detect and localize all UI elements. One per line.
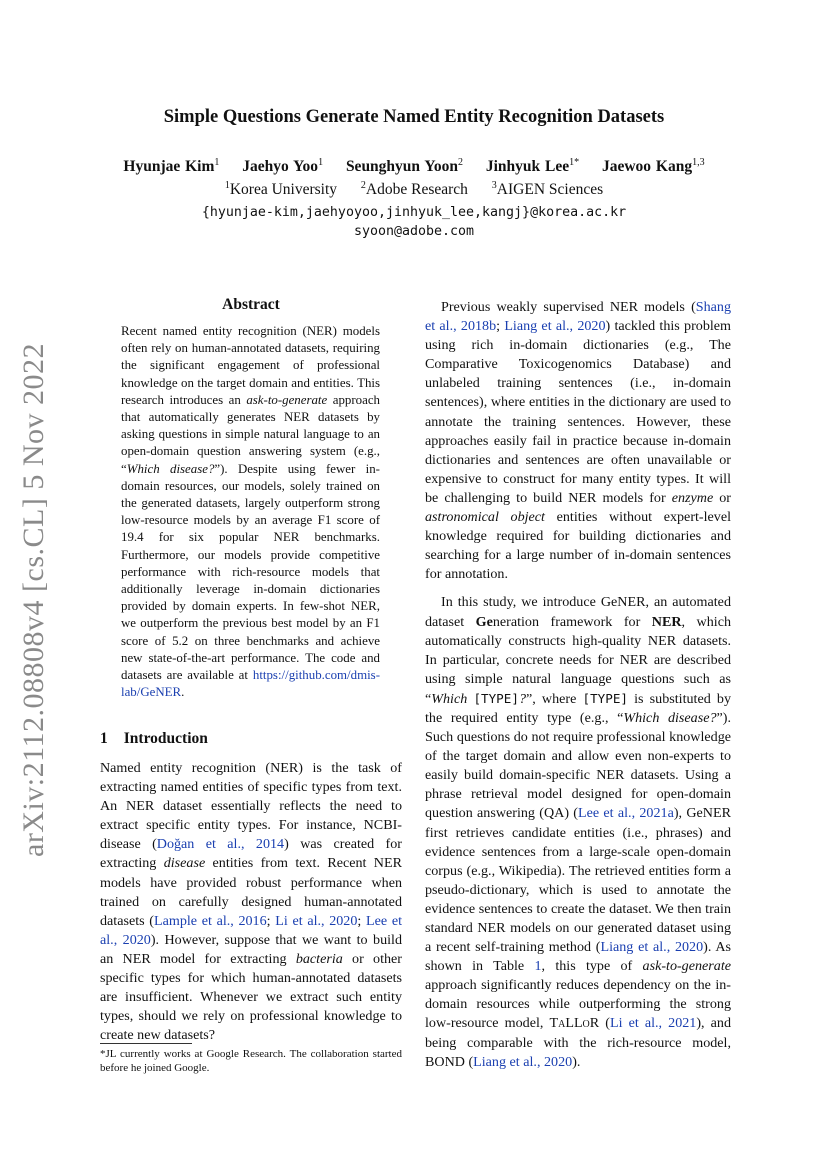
author-affiliation-mark: 1* [569,157,580,168]
affiliation-list [0,180,828,199]
citation-link[interactable]: Lample et al., 2016 [154,912,267,929]
model-name-smallcaps: TaLLoR [549,1015,600,1032]
author [242,158,323,175]
abstract-body [121,323,380,701]
body-text: ; [266,912,276,929]
type-placeholder-code: [TYPE] [473,690,519,706]
abstract-text: Recent named entity recognition (NER) models often rely on human-annotated datasets, requiring the significant engagement of professional knowledge on the target domain and entities. This research introduces an [121,324,380,407]
body-text: ). However, suppose that we want to build an NER model for extracting [100,931,402,967]
abstract-text: approach that automatically generates NER datasets by asking questions in simple natural language to an open-domain question answering system (e.g., “ [121,392,381,476]
affiliation-name: Korea University [229,181,338,199]
author [123,158,219,175]
abstract-emphasis: ask-to-generate [246,392,328,407]
body-emphasis: Which disease? [623,709,717,726]
body-text: is substituted by the required entity type (e.g., “ [425,690,731,726]
table-reference-link[interactable]: 1 [534,958,542,975]
body-text: ”). Such questions do not require professional knowledge of the target domain and allow even non-experts to easily build domain-specific NER datasets. Using a phrase retrieval model designed for open-domain question answering (QA) ( [425,709,731,822]
citation-link[interactable]: Lee et al., 2021a [578,805,674,822]
arxiv-stamp-text: arXiv:2112.08808v4 [cs.CL] 5 Nov 2022 [17,343,50,857]
paper-title: Simple Questions Generate Named Entity Recognition Datasets [163,107,665,127]
abstract-heading: Abstract [222,296,280,313]
author-name: Hyunjae Kim [123,158,215,176]
author-affiliation-mark: 1,3 [692,157,705,168]
abstract-emphasis: Which disease? [126,461,215,476]
section-heading-introduction [100,730,208,748]
body-bold: Ge [475,613,493,630]
email-block [0,203,828,241]
affiliation [361,181,468,198]
body-bold: NER [651,613,682,630]
author [602,158,705,175]
affiliation-mark: 3 [491,180,497,191]
body-text: entities without expert-level knowledge required for building dictionaries and searching for a large number of in-domain sentences for annotation. [425,509,732,583]
body-emphasis: ? [518,690,526,707]
citation-link[interactable]: Doğan et al., 2014 [156,836,285,853]
body-text: approach significantly reduces dependency on the in-domain resources while outperforming the strong low-resource model, [425,977,731,1032]
body-text: ). As shown in Table [425,939,731,975]
author-affiliation-mark: 1 [318,157,324,168]
body-text: entities from text. Recent NER models have provided robust performance when trained on carefully designed human-annotated datasets ( [100,855,402,929]
author [346,158,463,175]
body-text: ) was created for extracting [100,836,402,872]
body-text: ; [496,318,505,335]
body-text: ; [357,912,367,929]
body-text: or other specific types for which human-annotated datasets are insufficient. Whenever we extract such entity types, should we rely on professional knowledge to create new datasets? [100,950,402,1044]
affiliation [225,181,337,198]
body-text: ), GeNER first retrieves candidate entities (i.e., phrases) and evidence sentences from a large-scale open-domain corpus (e.g., Wikipedia). The retrieved entities form a pseudo-dictionary, which is used to annotate the evidence sentences to create the dataset. We then train standard NER models on our generated dataset using a recent self-training method ( [425,805,731,956]
arxiv-identifier-stamp [14,343,54,857]
footnote-divider [100,1043,192,1044]
affiliation-name: AIGEN Sciences [496,181,604,199]
author-name: Jinhyuk Lee [485,158,570,176]
intro-paragraph [100,759,402,1045]
affiliation [492,181,603,198]
body-emphasis: disease [163,855,206,872]
author-name: Jaehyo Yoo [242,158,319,176]
body-emphasis: enzyme [671,489,714,506]
right-column [425,298,731,1081]
author-name: Seunghyun Yoon [345,158,458,176]
body-text: ) tackled this problem using rich in-domain dictionaries (e.g., The Comparative Toxicogenomics Database) and unlabeled training sentences (i.e., in-domain sentences), where entities in the dictionary are used to annotate the training sentences. However, these approaches easily fail in practice because in-domain dictionaries and sentences are often unavailable or expensive to construct for many entity types. It will be challenging to build NER models for [425,318,731,506]
author-name: Jaewoo Kang [601,158,693,176]
footnote: *JL currently works at Google Research. The collaboration started before he joined Google. [100,1048,402,1075]
body-text: , this type of [541,958,643,975]
citation-link[interactable]: Liang et al., 2020 [504,318,606,335]
affiliation-mark: 1 [224,180,230,191]
citation-link[interactable]: Liang et al., 2020 [473,1053,573,1070]
affiliation-name: Adobe Research [365,181,468,199]
citation-link[interactable]: Shang et al., 2018b [425,299,731,335]
section-title: Introduction [123,730,208,747]
affiliation-mark: 2 [360,180,366,191]
body-text: ( [599,1015,610,1032]
body-text: In this study, we introduce GeNER, an automated dataset [425,594,731,630]
body-emphasis: bacteria [295,950,343,967]
body-text: , which automatically constructs high-quality NER datasets. In particular, concrete needs for NER are described using simple natural language questions such as “ [425,613,731,707]
body-paragraph [425,298,731,584]
body-text: ”, where [525,690,583,707]
abstract-text: . [181,685,185,700]
body-text: or [713,489,731,506]
abstract-text: ”). Despite using fewer in-domain resources, our models, solely trained on the generated datasets, largely outperform strong low-resource models by an average F1 score of 19.4 for six popular NER benchmarks. Furthermore, our models provide competitive performance with rich-resource models that additionally leverage in-domain dictionaries provided by domain experts. In few-shot NER, we outperform the previous best model by an F1 score of 5.2 on three benchmarks and achieve new state-of-the-art performance. The code and datasets are available at [121,461,380,683]
email-line: {hyunjae-kim,jaehyoyoo,jinhyuk_lee,kangj}@korea.ac.kr [201,205,627,220]
citation-link[interactable]: Liang et al., 2020 [600,939,704,956]
body-emphasis: ask-to-generate [642,958,731,975]
citation-link[interactable]: Li et al., 2021 [609,1015,697,1032]
body-text: ), and being comparable with the rich-resource model, BOND ( [425,1015,732,1070]
body-emphasis: astronomical object [425,509,545,526]
citation-link[interactable]: Lee et al., 2020 [100,912,402,948]
email-line: syoon@adobe.com [353,224,475,239]
citation-link[interactable]: Li et al., 2020 [275,912,358,929]
body-text: Previous weakly supervised NER models ( [441,299,696,315]
body-text: Named entity recognition (NER) is the task of extracting named entities of specific types from text. An NER dataset essentially reflects the need to extract specific entity types. For instance, NCBI-disease ( [100,760,402,853]
author [486,158,579,175]
section-number: 1 [100,730,108,747]
body-text: neration framework for [492,613,652,630]
author-affiliation-mark: 2 [457,157,463,168]
body-emphasis: Which [431,690,468,707]
body-text: ). [572,1053,581,1070]
author-list [0,157,828,176]
code-repository-link[interactable]: https://github.com/dmis-lab/GeNER [121,668,380,700]
body-paragraph [425,593,731,1071]
type-placeholder-code: [TYPE] [582,690,628,706]
author-affiliation-mark: 1 [214,157,220,168]
